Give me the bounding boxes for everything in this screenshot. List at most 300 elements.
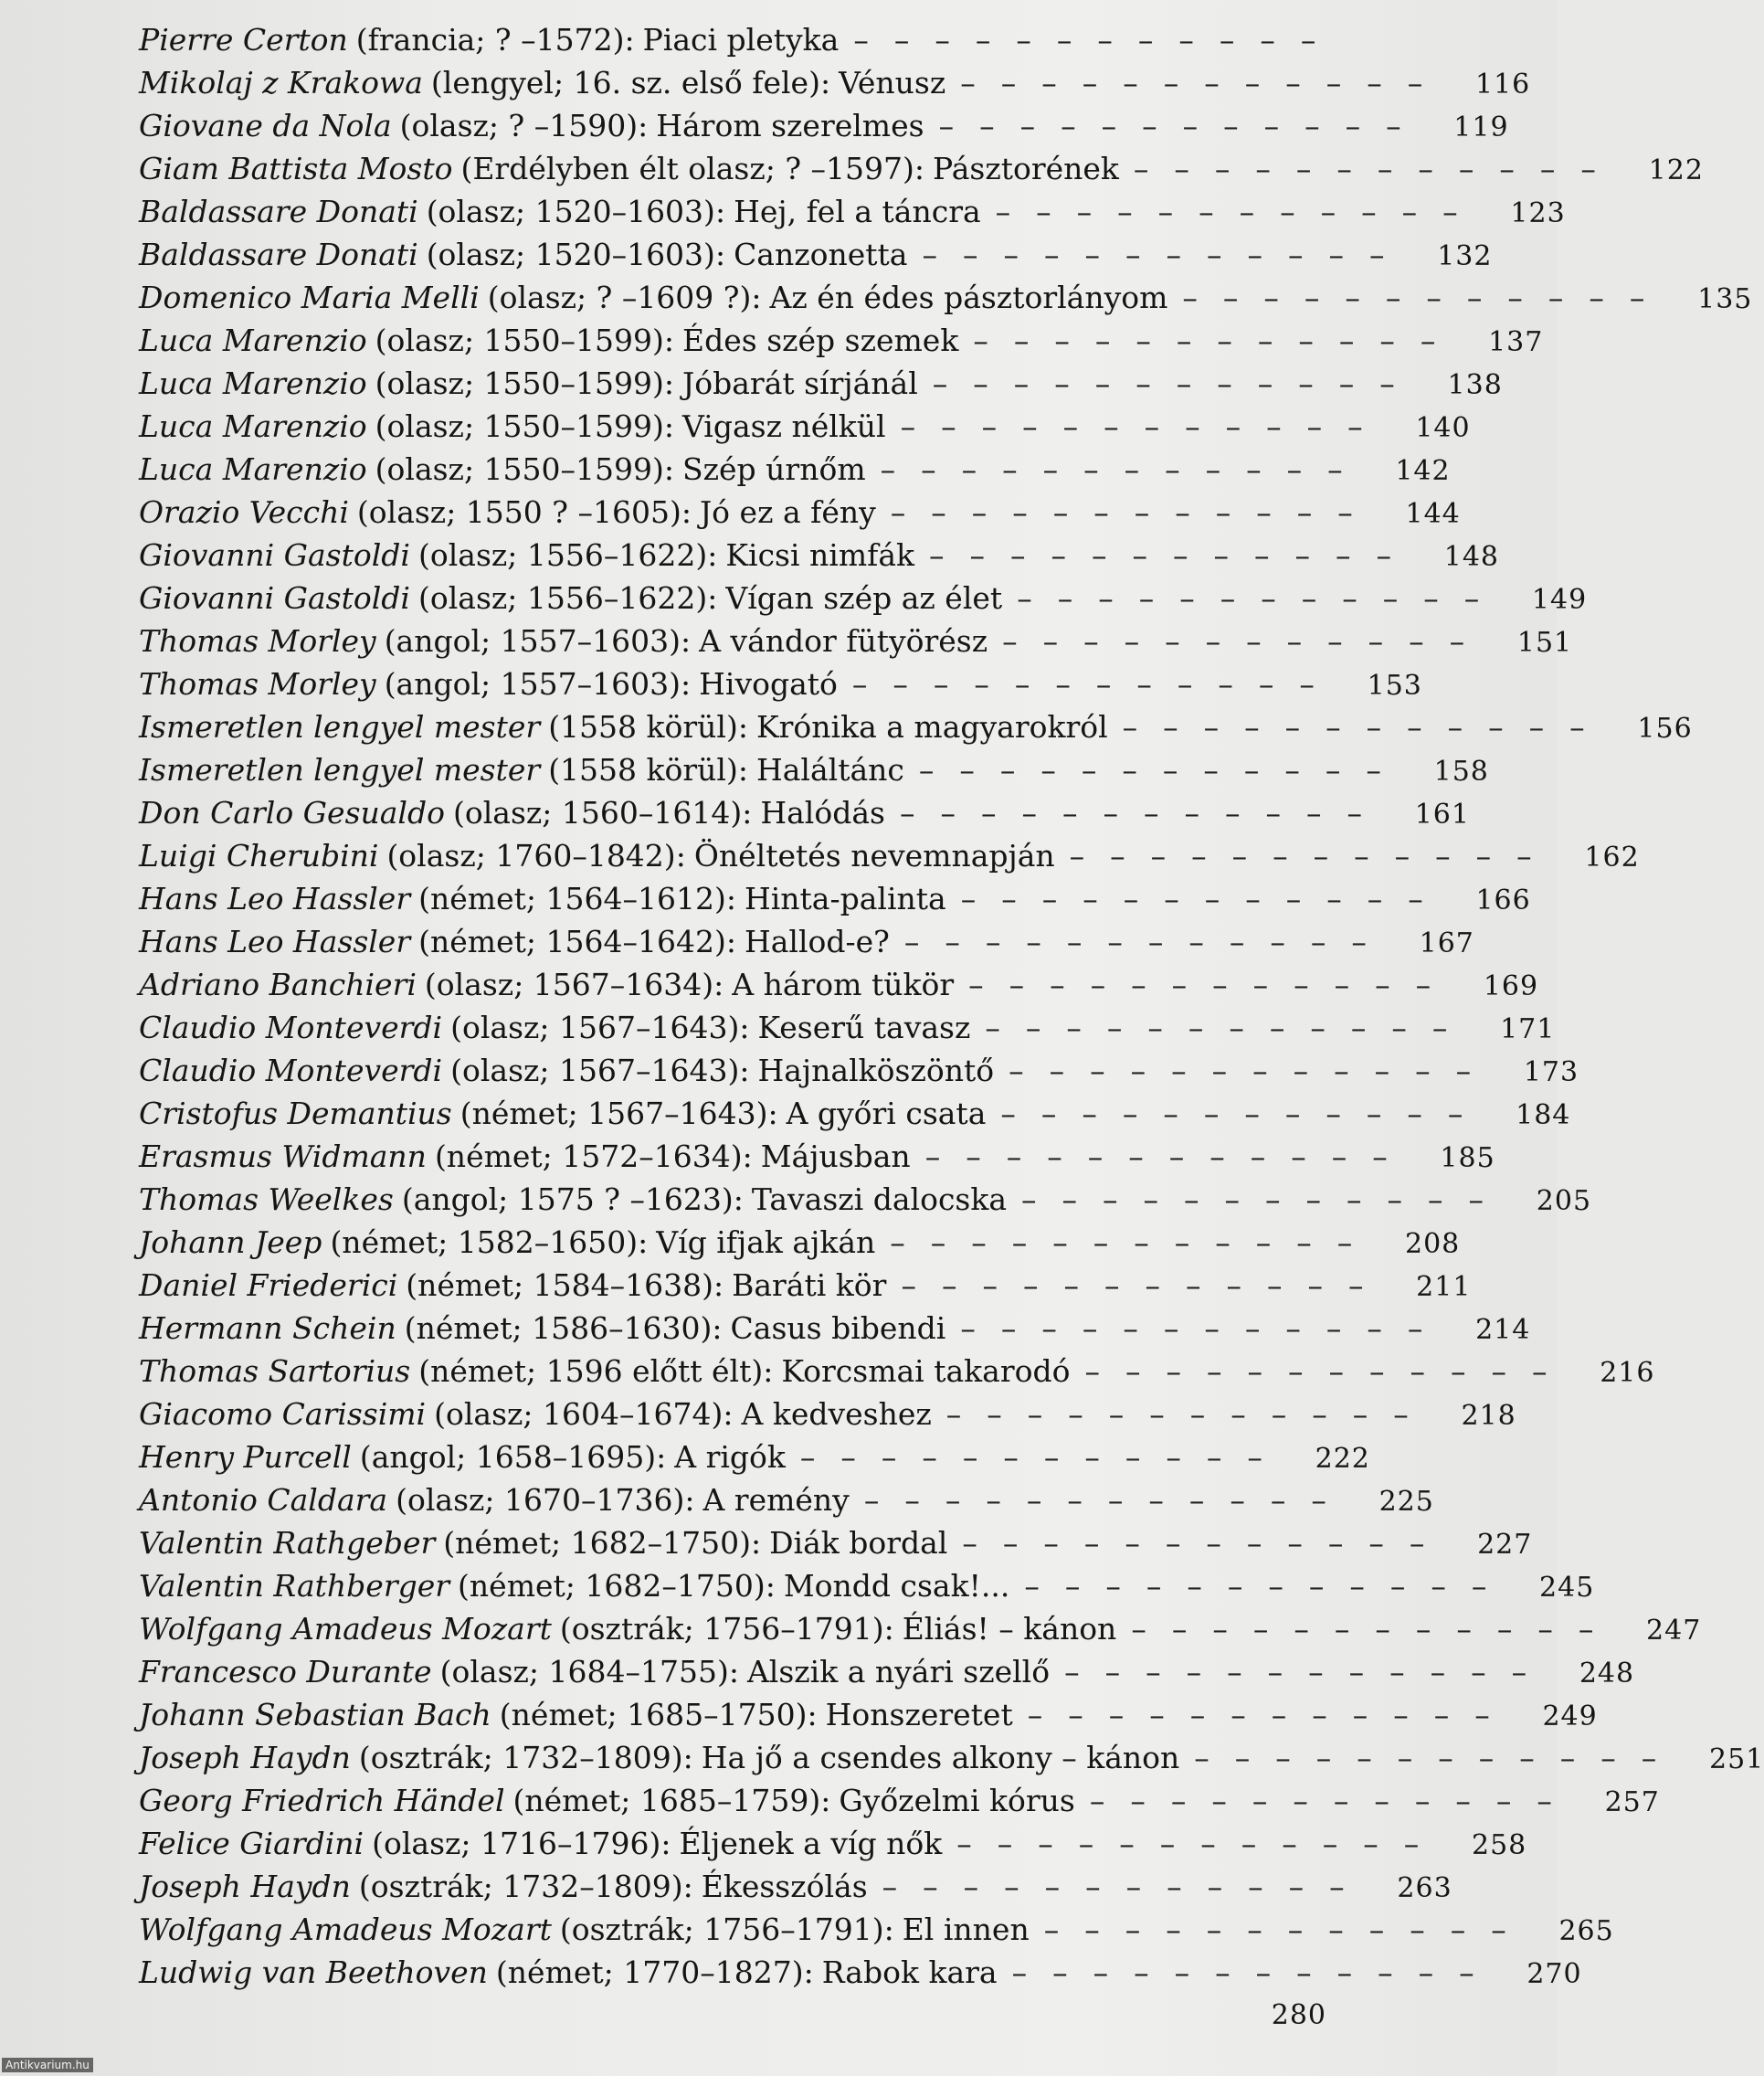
toc-row [139,1693,1598,1736]
page-number: 149 [1531,584,1588,616]
page-number: 132 [1437,240,1493,272]
page-number: 205 [1536,1185,1592,1217]
page-number: 263 [1397,1872,1452,1904]
toc-entry [139,1307,1457,1350]
dash-leader: –––––––––––– [1000,1096,1489,1131]
toc-entry [139,791,1397,834]
piece-title: Hej, fel a táncra [734,194,981,229]
piece-title: Éliás! – kánon [902,1611,1117,1647]
dash-leader: –––––––––––– [1084,1353,1573,1389]
colon-separator: : [663,323,675,358]
toc-row [139,1951,1582,1994]
dash-leader: –––––––––––– [903,924,1392,959]
dash-leader: –––––––––––– [851,666,1340,702]
colon-separator: : [765,1568,776,1604]
toc-row [139,920,1474,963]
page-number: 142 [1395,455,1451,487]
composer-name: Adriano Banchieri [139,967,417,1002]
composer-name: Thomas Weelkes [139,1181,394,1217]
composer-name: Erasmus Widmann [139,1139,427,1174]
colon-separator: : [807,1697,818,1732]
page-number: 122 [1648,154,1704,186]
dash-leader: –––––––––––– [1089,1783,1578,1818]
page-number: 169 [1483,970,1539,1002]
page-number: 227 [1477,1529,1533,1561]
page-number: 135 [1697,283,1753,315]
toc-row [139,1908,1614,1951]
colon-separator: : [739,1053,750,1088]
piece-title: Halódás [760,795,885,831]
dash-leader: –––––––––––– [1021,1181,1510,1217]
colon-separator: : [660,1826,671,1861]
piece-title: Három szerelmes [656,108,924,143]
colon-separator: : [914,151,924,186]
composer-name: Luca Marenzio [139,365,367,401]
piece-title: Éljenek a víg nők [679,1826,943,1861]
toc-row [139,448,1451,491]
piece-title: Vígan szép az élet [725,580,1003,616]
composer-nationality-dates: (olasz; 1716–1796) [372,1826,661,1861]
composer-name: Thomas Morley [139,666,376,702]
composer-nationality-dates: (német; 1564–1612) [418,881,726,916]
toc-row [139,1779,1660,1822]
colon-separator: : [725,881,736,916]
toc-row [139,620,1573,662]
colon-separator: : [763,1353,774,1389]
page-number: 138 [1447,369,1503,401]
page-number: 144 [1405,498,1461,530]
page-number: 171 [1500,1013,1556,1045]
piece-title: Krónika a magyarokról [755,709,1108,745]
composer-name: Thomas Sartorius [139,1353,411,1389]
toc-row [139,834,1640,877]
composer-nationality-dates: (olasz; 1567–1634) [424,967,714,1002]
composer-nationality-dates: (osztrák; 1732–1809) [358,1740,683,1775]
toc-row [139,1092,1571,1135]
composer-name: Cristofus Demantius [139,1096,452,1131]
colon-separator: : [680,623,692,659]
toc-entry [139,620,1499,662]
composer-name: Francesco Durante [139,1654,432,1689]
page-number: 265 [1558,1915,1614,1947]
piece-title: Önéltetés nevemnapján [693,838,1055,874]
dash-leader: –––––––––––– [1043,1912,1532,1947]
piece-title: Jó ez a fény [699,494,876,530]
toc-entry [139,705,1620,748]
page-number: 173 [1523,1056,1579,1088]
composer-name: Ismeretlen lengyel mester [139,709,541,745]
composer-name: Orazio Vecchi [139,494,349,530]
dash-leader: –––––––––––– [890,494,1378,530]
piece-title: A rigók [674,1439,786,1475]
dash-leader: –––––––––––– [1027,1697,1516,1732]
composer-nationality-dates: (olasz; 1550 ? –1605) [356,494,681,530]
page-number: 166 [1475,884,1531,916]
colon-separator: : [712,1310,723,1346]
composer-nationality-dates: (francia; ? –1572) [355,22,625,58]
toc-entry [139,233,1419,276]
composer-name: Joseph Haydn [139,1869,351,1904]
composer-nationality-dates: (angol; 1575 ? –1623) [401,1181,734,1217]
composer-nationality-dates: (olasz; 1556–1622) [417,580,708,616]
toc-row [139,662,1422,705]
page-number: 280 [1271,1999,1326,2031]
piece-title: A remény [702,1482,850,1518]
dash-leader: –––––––––––– [1133,151,1621,186]
composer-name: Luca Marenzio [139,323,367,358]
composer-name: Ludwig van Beethoven [139,1954,488,1990]
toc-row [139,1393,1516,1435]
toc-entry [139,1865,1379,1908]
composer-name: Wolfgang Amadeus Mozart [139,1912,552,1947]
toc-entry [139,1908,1541,1951]
colon-separator: : [714,237,726,272]
toc-entry [139,1006,1482,1049]
toc-row [139,233,1493,276]
piece-title: Hallod-e? [744,924,890,959]
page-number: 249 [1542,1700,1598,1732]
toc-entry [139,491,1388,534]
composer-name: Thomas Morley [139,623,376,659]
toc-row [139,362,1503,405]
colon-separator: : [742,1139,753,1174]
toc-row [139,1994,1326,2037]
dash-leader: –––––––––––– [960,881,1449,916]
piece-title: Győzelmi kórus [839,1783,1075,1818]
composer-name: Mikolaj z Krakowa [139,65,423,101]
colon-separator: : [675,838,686,874]
colon-separator: : [737,752,748,788]
composer-name: Don Carlo Gesualdo [139,795,445,831]
composer-nationality-dates: (olasz; 1684–1755) [439,1654,729,1689]
composer-name: Luca Marenzio [139,451,367,487]
piece-title: Májusban [760,1139,911,1174]
piece-title: Édes szép szemek [682,323,959,358]
dash-leader: –––––––––––– [1011,1954,1500,1990]
page-number: 161 [1414,799,1470,831]
piece-title: Keserű tavasz [757,1010,971,1045]
toc-entry [139,276,1679,319]
page-number: 208 [1404,1228,1461,1260]
toc-entry [139,1092,1497,1135]
page-number: 216 [1600,1357,1655,1389]
piece-title: Haláltánc [755,752,904,788]
piece-title: Az én édes pásztorlányom [769,280,1168,315]
toc-row [139,963,1539,1006]
toc-entry [139,748,1416,791]
toc-entry [139,1178,1518,1221]
dash-leader: –––––––––––– [880,451,1368,487]
composer-nationality-dates: (német; 1685–1759) [512,1783,821,1818]
colon-separator: : [728,1654,739,1689]
toc-entry [139,834,1567,877]
composer-nationality-dates: (1558 körül) [548,752,738,788]
dash-leader: –––––––––––– [890,1224,1378,1260]
piece-title: Ékesszólás [701,1869,868,1904]
composer-nationality-dates: (olasz; 1520–1603) [426,194,715,229]
dash-leader: –––––––––––– [924,1139,1413,1174]
piece-title: A három tükör [732,967,955,1002]
composer-name: Daniel Friederici [139,1267,398,1303]
composer-nationality-dates: (olasz; 1567–1643) [450,1010,740,1045]
composer-name: Hans Leo Hassler [139,881,411,916]
toc-entry [139,1049,1505,1092]
composer-nationality-dates: (német; 1586–1630) [404,1310,713,1346]
toc-row [139,1350,1655,1393]
composer-nationality-dates: (olasz; ? –1590) [399,108,639,143]
colon-separator: : [739,1010,750,1045]
toc-row [139,1221,1461,1264]
dash-leader: –––––––––––– [918,752,1407,788]
toc-entry [139,448,1378,491]
dash-leader: –––––––––––– [1017,580,1505,616]
page-number: 248 [1579,1658,1635,1689]
toc-entry [139,577,1514,620]
piece-title: Rabok kara [821,1954,998,1990]
composer-nationality-dates: (olasz; 1556–1622) [417,537,708,573]
composer-nationality-dates: (olasz; ? –1609 ?) [487,280,752,315]
page-number: 225 [1378,1486,1434,1518]
colon-separator: : [638,108,649,143]
toc-entry [139,104,1436,147]
page-number: 270 [1526,1958,1582,1990]
page-number: 247 [1646,1615,1702,1647]
toc-row [139,705,1693,748]
toc-entry [139,1478,1361,1521]
toc-entry [139,1822,1453,1865]
dash-leader: –––––––––––– [1194,1740,1683,1775]
colon-separator: : [713,967,724,1002]
composer-nationality-dates: (német; 1770–1827) [495,1954,804,1990]
toc-row [139,577,1588,620]
dash-leader: –––––––––––– [962,1525,1451,1561]
composer-nationality-dates: (német; 1567–1643) [459,1096,768,1131]
page-number: 162 [1584,842,1640,874]
dash-leader: –––––––––––– [932,365,1421,401]
composer-nationality-dates: (osztrák; 1756–1791) [559,1912,884,1947]
page-number: 156 [1637,713,1693,745]
page-number: 148 [1443,541,1500,573]
composer-nationality-dates: (olasz; 1567–1643) [450,1053,740,1088]
toc-entry [139,319,1470,362]
toc-entry [139,1521,1459,1564]
page-number: 245 [1539,1572,1595,1604]
toc-row [139,1607,1702,1650]
toc-entry [139,1779,1587,1822]
colon-separator: : [624,22,635,58]
composer-name: Giovanni Gastoldi [139,537,410,573]
piece-title: El innen [902,1912,1030,1947]
toc-row [139,534,1500,577]
toc-row [139,491,1461,534]
piece-title: Canzonetta [734,237,908,272]
piece-title: Hajnalköszöntő [757,1053,995,1088]
toc-entry [139,190,1493,233]
page-number: 184 [1516,1099,1571,1131]
toc-row [139,405,1471,448]
page-number: 151 [1516,627,1573,659]
piece-title: Vénusz [839,65,946,101]
colon-separator: : [723,1396,734,1432]
page-number: 153 [1367,670,1422,702]
composer-nationality-dates: (olasz; 1670–1736) [396,1482,685,1518]
toc-entry [139,1693,1525,1736]
composer-nationality-dates: (olasz; 1560–1614) [452,795,743,831]
toc-row [139,1006,1556,1049]
composer-name: Pierre Certon [139,22,348,58]
dash-leader: –––––––––––– [1064,1654,1553,1689]
dash-leader: –––––––––––– [900,408,1389,444]
toc-row [139,18,1342,61]
toc-entry [139,534,1426,577]
dash-leader: –––––––––––– [882,1869,1370,1904]
toc-row [139,877,1531,920]
toc-entry [139,1736,1691,1779]
colon-separator: : [682,1740,693,1775]
page-number: 222 [1315,1443,1370,1475]
composer-nationality-dates: (olasz; 1550–1599) [375,365,664,401]
composer-name: Baldassare Donati [139,237,418,272]
toc-row [139,1822,1527,1865]
toc-entry [139,662,1349,705]
toc-entry [139,1564,1521,1607]
toc-row [139,791,1470,834]
composer-nationality-dates: (olasz; 1550–1599) [375,408,664,444]
composer-nationality-dates: (német; 1584–1638) [406,1267,713,1303]
toc-entry [139,1951,1509,1994]
piece-title: Baráti kör [732,1267,887,1303]
page-number: 137 [1488,326,1544,358]
page-number: 119 [1453,111,1509,143]
composer-name: Johann Jeep [139,1224,322,1260]
composer-nationality-dates: (német; 1564–1642) [418,924,726,959]
piece-title: A kedveshez [741,1396,932,1432]
dash-leader: –––––––––––– [1024,1568,1513,1604]
composer-name: Antonio Caldara [139,1482,388,1518]
page-number: 258 [1471,1829,1527,1861]
piece-title: Casus bibendi [730,1310,946,1346]
toc-row [139,276,1753,319]
toc-entry [139,1650,1561,1693]
composer-name: Georg Friedrich Händel [139,1783,505,1818]
composer-nationality-dates: (német; 1596 előtt élt) [418,1353,764,1389]
colon-separator: : [742,795,753,831]
toc-row [139,1049,1579,1092]
composer-name: Hans Leo Hassler [139,924,411,959]
colon-separator: : [733,1181,744,1217]
colon-separator: : [713,1267,724,1303]
toc-entry [139,963,1465,1006]
composer-name: Baldassare Donati [139,194,418,229]
page-number: 158 [1433,756,1489,788]
piece-title: Honszeretet [825,1697,1013,1732]
colon-separator: : [707,537,718,573]
toc-row [139,1564,1595,1607]
composer-name: Luigi Cherubini [139,838,379,874]
piece-title: Diák bordal [769,1525,948,1561]
colon-separator: : [684,1482,695,1518]
page-number: 218 [1461,1400,1516,1432]
dash-leader: –––––––––––– [899,795,1388,831]
composer-name: Giacomo Carissimi [139,1396,427,1432]
toc-row [139,190,1566,233]
colon-separator: : [725,924,736,959]
watermark: Antikvarium.hu [2,2058,93,2072]
colon-separator: : [681,494,692,530]
composer-name: Hermann Schein [139,1310,396,1346]
toc-row [139,104,1509,147]
dash-leader: –––––––––––– [995,194,1484,229]
colon-separator: : [663,365,675,401]
piece-title: A győri csata [786,1096,987,1131]
piece-title: Vigasz nélkül [682,408,886,444]
piece-title: Alszik a nyári szellő [746,1654,1051,1689]
toc-row [139,1650,1635,1693]
piece-title: Tavaszi dalocska [751,1181,1008,1217]
page-number: 116 [1474,69,1531,101]
piece-title: Korcsmai takarodó [781,1353,1071,1389]
composer-nationality-dates: (német; 1682–1750) [458,1568,766,1604]
composer-nationality-dates: (angol; 1557–1603) [384,623,681,659]
composer-name: Giovane da Nola [139,108,392,143]
piece-title: Ha jő a csendes alkony – kánon [701,1740,1180,1775]
toc-row [139,748,1489,791]
composer-nationality-dates: (1558 körül) [548,709,738,745]
toc-row [139,1178,1592,1221]
composer-nationality-dates: (angol; 1557–1603) [384,666,681,702]
piece-title: Pásztorének [932,151,1119,186]
toc-entry [139,61,1457,104]
composer-name: Valentin Rathberger [139,1568,450,1604]
toc-row [139,1307,1531,1350]
colon-separator: : [820,1783,831,1818]
toc-row [139,1435,1370,1478]
composer-nationality-dates: (olasz; 1550–1599) [375,323,664,358]
toc-row [139,1865,1452,1908]
dash-leader: –––––––––––– [901,1267,1389,1303]
page-number: 167 [1419,927,1474,959]
toc-row [139,319,1544,362]
dash-leader: –––––––––––– [863,1482,1352,1518]
composer-name: Luca Marenzio [139,408,367,444]
toc-row [139,147,1704,190]
composer-name: Joseph Haydn [139,1740,351,1775]
composer-name: Claudio Monteverdi [139,1010,443,1045]
page-number: 123 [1510,197,1566,229]
dash-leader: –––––––––––– [799,1439,1288,1475]
toc-row [139,1135,1495,1178]
dash-leader: –––––––––––– [1009,1053,1497,1088]
page-number: 251 [1708,1743,1764,1775]
colon-separator: : [803,1954,814,1990]
dash-leader: –––––––––––– [973,323,1462,358]
toc-entry [139,877,1458,920]
dash-leader: –––––––––––– [1069,838,1558,874]
composer-nationality-dates: (Erdélyben élt olasz; ? –1597) [460,151,914,186]
toc-entry [139,405,1398,448]
colon-separator: : [663,451,675,487]
dash-leader: –––––––––––– [853,22,1342,58]
toc-entry [139,1607,1628,1650]
dash-leader: –––––––––––– [945,1396,1434,1432]
dash-leader: –––––––––––– [1002,623,1491,659]
toc-row [139,1478,1434,1521]
composer-nationality-dates: (lengyel; 16. sz. első fele) [430,65,820,101]
piece-title: Szép úrnőm [682,451,866,487]
colon-separator: : [663,408,675,444]
piece-title: Hivogató [699,666,838,702]
composer-name: Felice Giardini [139,1826,364,1861]
